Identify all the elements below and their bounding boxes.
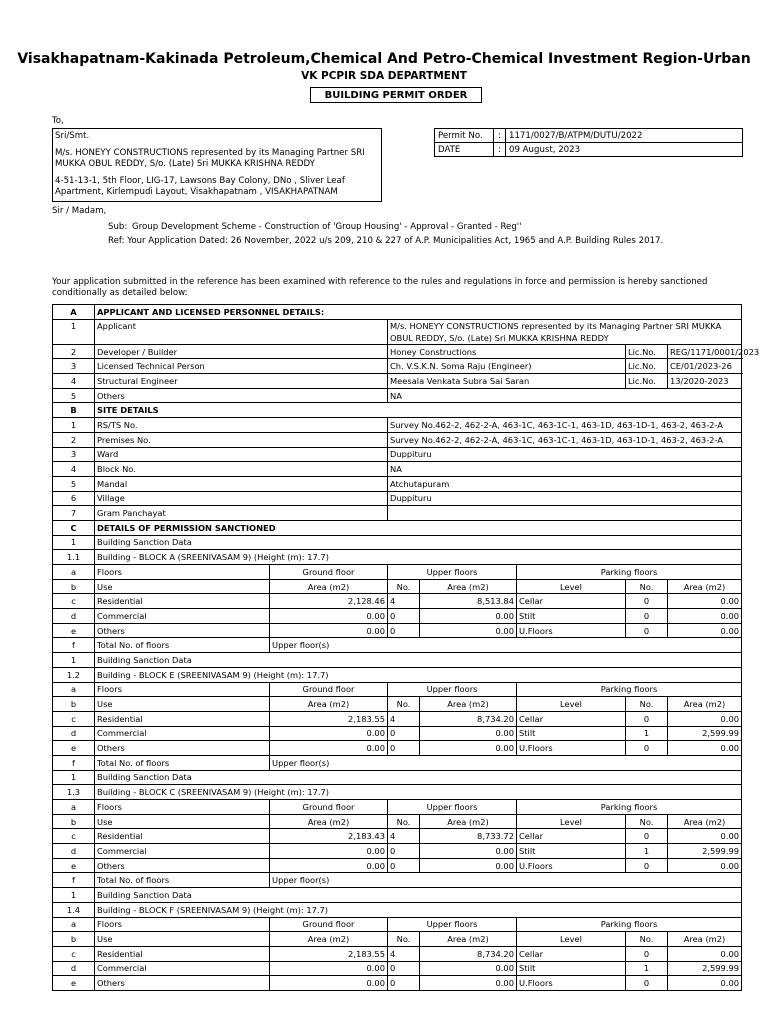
field-label: Use — [95, 932, 270, 947]
column-header: Parking floors — [517, 565, 742, 580]
ground-area: 2,183.55 — [270, 946, 388, 961]
field-label: RS/TS No. — [95, 418, 388, 433]
row-letter: a — [53, 682, 95, 697]
row-number: 4 — [53, 374, 95, 389]
upper-area: 0.00 — [420, 858, 517, 873]
field-label: Block No. — [95, 462, 388, 477]
use-label: Residential — [95, 829, 270, 844]
table-row — [53, 491, 742, 506]
section-letter: B — [53, 403, 95, 418]
column-header: No. — [626, 814, 668, 829]
upper-floor-count: 0 — [388, 844, 420, 859]
field-label: Structural Engineer — [95, 374, 388, 389]
column-header: No. — [626, 697, 668, 712]
upper-floor-count: 4 — [388, 946, 420, 961]
intro-paragraph: Your application submitted in the reference has been examined with reference to the rules and regulations in force and permission is hereby sanctioned conditionally as detailed below: — [52, 277, 708, 298]
ground-area: 0.00 — [270, 741, 388, 756]
field-label: Premises No. — [95, 432, 388, 447]
field-label: Use — [95, 579, 270, 594]
field-value: Honey Constructions — [388, 344, 626, 359]
column-header: Level — [517, 579, 626, 594]
column-header: Area (m2) — [420, 697, 517, 712]
table-row — [53, 932, 742, 947]
upper-floor-count: 4 — [388, 594, 420, 609]
block-title-row — [53, 550, 742, 565]
ground-area: 0.00 — [270, 844, 388, 859]
section-letter: C — [53, 520, 95, 535]
license-label: Lic.No. — [626, 344, 668, 359]
row-number: 2 — [53, 432, 95, 447]
ground-area: 2,128.46 — [270, 594, 388, 609]
use-label: Residential — [95, 946, 270, 961]
ground-area: 0.00 — [270, 623, 388, 638]
use-label: Residential — [95, 594, 270, 609]
column-header: Area (m2) — [668, 814, 742, 829]
parking-level: Cellar — [517, 711, 626, 726]
row-letter: c — [53, 829, 95, 844]
upper-floor-count: 0 — [388, 741, 420, 756]
field-value: Duppituru — [388, 447, 742, 462]
field-label: Ward — [95, 447, 388, 462]
parking-level: U.Floors — [517, 858, 626, 873]
parking-area: 0.00 — [668, 829, 742, 844]
row-number: 1 — [53, 418, 95, 433]
parking-level: Stilt — [517, 609, 626, 624]
block-title: Building - BLOCK C (SREENIVASAM 9) (Height (m): 17.7) — [95, 785, 742, 800]
row-letter: b — [53, 814, 95, 829]
table-row — [53, 873, 742, 888]
ground-area: 0.00 — [270, 726, 388, 741]
field-label: Use — [95, 697, 270, 712]
parking-count: 1 — [626, 844, 668, 859]
parking-count: 1 — [626, 961, 668, 976]
table-row — [53, 535, 742, 550]
table-row — [53, 829, 742, 844]
row-letter: b — [53, 932, 95, 947]
row-number: 3 — [53, 447, 95, 462]
field-value: M/s. HONEYY CONSTRUCTIONS represented by its Managing Partner SRI MUKKA OBUL REDDY, S/o. (Late) Sri MUKKA KRISHNA REDDY — [388, 319, 742, 344]
upper-area: 8,733.72 — [420, 829, 517, 844]
block-title: Building - BLOCK A (SREENIVASAM 9) (Height (m): 17.7) — [95, 550, 742, 565]
sanction-label: Building Sanction Data — [95, 535, 742, 550]
field-value: Ch. V.S.K.N. Soma Raju (Engineer) — [388, 359, 626, 374]
use-label: Commercial — [95, 844, 270, 859]
field-value: Survey No.462-2, 462-2-A, 463-1C, 463-1C-1, 463-1D, 463-1D-1, 463-2, 463-2-A — [388, 418, 742, 433]
parking-level: Stilt — [517, 844, 626, 859]
upper-area: 0.00 — [420, 961, 517, 976]
table-row — [53, 344, 742, 359]
license-value: REG/1171/0001/2023 — [668, 344, 742, 359]
table-row — [53, 946, 742, 961]
department-name: VK PCPIR SDA DEPARTMENT — [301, 70, 467, 82]
column-header: Area (m2) — [668, 697, 742, 712]
column-header: Area (m2) — [270, 814, 388, 829]
upper-area: 0.00 — [420, 844, 517, 859]
section-title: DETAILS OF PERMISSION SANCTIONED — [95, 520, 742, 535]
row-letter: a — [53, 565, 95, 580]
column-header: Upper floors — [388, 565, 517, 580]
column-header: Ground floor — [270, 565, 388, 580]
row-number: 1 — [53, 653, 95, 668]
block-number: 1.1 — [53, 550, 95, 565]
row-number: 2 — [53, 344, 95, 359]
row-letter: a — [53, 917, 95, 932]
upper-area: 0.00 — [420, 623, 517, 638]
block-number: 1.3 — [53, 785, 95, 800]
field-label: Use — [95, 814, 270, 829]
table-row — [53, 623, 742, 638]
table-row — [53, 888, 742, 903]
block-title: Building - BLOCK E (SREENIVASAM 9) (Height (m): 17.7) — [95, 667, 742, 682]
ground-area: 0.00 — [270, 961, 388, 976]
ground-area: 0.00 — [270, 976, 388, 991]
parking-level: U.Floors — [517, 741, 626, 756]
column-header: Area (m2) — [668, 932, 742, 947]
parking-level: Cellar — [517, 594, 626, 609]
column-header: No. — [626, 579, 668, 594]
use-label: Others — [95, 623, 270, 638]
row-letter: f — [53, 873, 95, 888]
column-header: Ground floor — [270, 917, 388, 932]
section-title: APPLICANT AND LICENSED PERSONNEL DETAILS: — [95, 305, 742, 320]
table-row — [53, 462, 742, 477]
upper-area: 8,734.20 — [420, 946, 517, 961]
row-letter: d — [53, 726, 95, 741]
block-number: 1.4 — [53, 902, 95, 917]
table-row — [53, 388, 742, 403]
row-number: 5 — [53, 388, 95, 403]
upper-area: 8,734.20 — [420, 711, 517, 726]
table-row — [53, 319, 742, 344]
upper-floor-count: 4 — [388, 711, 420, 726]
license-label: Lic.No. — [626, 359, 668, 374]
sanction-label: Building Sanction Data — [95, 888, 742, 903]
field-label: Gram Panchayat — [95, 506, 388, 521]
block-title-row — [53, 785, 742, 800]
parking-area: 0.00 — [668, 976, 742, 991]
field-label: Floors — [95, 565, 270, 580]
use-label: Others — [95, 858, 270, 873]
parking-level: U.Floors — [517, 623, 626, 638]
section-header-row — [53, 403, 742, 418]
parking-count: 1 — [626, 726, 668, 741]
column-header: No. — [388, 814, 420, 829]
parking-count: 0 — [626, 594, 668, 609]
column-header: No. — [626, 932, 668, 947]
use-label: Residential — [95, 711, 270, 726]
table-row — [53, 682, 742, 697]
table-row — [53, 506, 742, 521]
field-label: Floors — [95, 800, 270, 815]
column-header: Level — [517, 932, 626, 947]
row-number: 1 — [53, 888, 95, 903]
parking-count: 0 — [626, 976, 668, 991]
parking-level: U.Floors — [517, 976, 626, 991]
section-letter: A — [53, 305, 95, 320]
table-row — [53, 476, 742, 491]
table-row — [53, 374, 742, 389]
row-number: 1 — [53, 535, 95, 550]
section-title: SITE DETAILS — [95, 403, 742, 418]
row-letter: c — [53, 711, 95, 726]
block-number: 1.2 — [53, 667, 95, 682]
row-letter: f — [53, 755, 95, 770]
column-header: Upper floors — [388, 682, 517, 697]
upper-area: 0.00 — [420, 976, 517, 991]
use-label: Others — [95, 741, 270, 756]
permit-no-colon: : — [494, 129, 506, 143]
column-header: Upper floors — [388, 917, 517, 932]
permit-details-table — [52, 304, 760, 991]
addressee-salutation: Sri/Smt. — [55, 131, 90, 141]
subject-text: Group Development Scheme - Construction of 'Group Housing' - Approval - Granted - Reg'' — [132, 222, 522, 232]
row-letter: d — [53, 609, 95, 624]
field-label: Licensed Technical Person — [95, 359, 388, 374]
license-label: Lic.No. — [626, 374, 668, 389]
field-label: Total No. of floors — [95, 755, 270, 770]
sanction-label: Building Sanction Data — [95, 653, 742, 668]
addressee-box — [52, 128, 382, 202]
field-value: Survey No.462-2, 462-2-A, 463-1C, 463-1C-1, 463-1D, 463-1D-1, 463-2, 463-2-A — [388, 432, 742, 447]
row-letter: c — [53, 946, 95, 961]
parking-area: 0.00 — [668, 623, 742, 638]
parking-area: 0.00 — [668, 946, 742, 961]
parking-count: 0 — [626, 609, 668, 624]
upper-floor-count: 0 — [388, 609, 420, 624]
field-label: Total No. of floors — [95, 638, 270, 653]
block-title-row — [53, 902, 742, 917]
table-row — [53, 594, 742, 609]
field-label: Applicant — [95, 319, 388, 344]
total-floors-value: Upper floor(s) — [270, 638, 742, 653]
parking-count: 0 — [626, 623, 668, 638]
column-header: Parking floors — [517, 682, 742, 697]
row-letter: b — [53, 579, 95, 594]
field-label: Total No. of floors — [95, 873, 270, 888]
upper-floor-count: 0 — [388, 623, 420, 638]
sanction-label: Building Sanction Data — [95, 770, 742, 785]
table-row — [53, 961, 742, 976]
block-title-row — [53, 667, 742, 682]
license-value: CE/01/2023-26 — [668, 359, 742, 374]
permit-date-value: 09 August, 2023 — [506, 143, 743, 157]
table-row — [53, 697, 742, 712]
table-row — [53, 359, 742, 374]
total-floors-value: Upper floor(s) — [270, 873, 742, 888]
ground-area: 2,183.55 — [270, 711, 388, 726]
parking-count: 0 — [626, 858, 668, 873]
parking-area: 2,599.99 — [668, 726, 742, 741]
block-title: Building - BLOCK F (SREENIVASAM 9) (Height (m): 17.7) — [95, 902, 742, 917]
table-row — [53, 653, 742, 668]
row-number: 3 — [53, 359, 95, 374]
parking-level: Cellar — [517, 829, 626, 844]
parking-count: 0 — [626, 711, 668, 726]
ground-area: 2,183.43 — [270, 829, 388, 844]
table-row — [53, 447, 742, 462]
upper-area: 8,513.84 — [420, 594, 517, 609]
row-letter: e — [53, 623, 95, 638]
column-header: No. — [388, 697, 420, 712]
row-number: 6 — [53, 491, 95, 506]
upper-floor-count: 0 — [388, 858, 420, 873]
table-row — [53, 800, 742, 815]
table-row — [53, 755, 742, 770]
field-label: Floors — [95, 917, 270, 932]
field-label: Floors — [95, 682, 270, 697]
column-header: Level — [517, 697, 626, 712]
table-row — [53, 770, 742, 785]
parking-area: 0.00 — [668, 741, 742, 756]
field-label: Developer / Builder — [95, 344, 388, 359]
ground-area: 0.00 — [270, 858, 388, 873]
addressee-name: M/s. HONEYY CONSTRUCTIONS represented by its Managing Partner SRI MUKKA OBUL REDDY, S/o. (Late) Sri MUKKA KRISHNA REDDY — [55, 148, 365, 169]
row-letter: e — [53, 858, 95, 873]
column-header: Area (m2) — [420, 932, 517, 947]
upper-floor-count: 4 — [388, 829, 420, 844]
parking-area: 0.00 — [668, 609, 742, 624]
permit-date-label: DATE — [435, 143, 494, 157]
section-header-row — [53, 305, 742, 320]
license-value: 13/2020-2023 — [668, 374, 742, 389]
use-label: Commercial — [95, 726, 270, 741]
ground-area: 0.00 — [270, 609, 388, 624]
upper-area: 0.00 — [420, 726, 517, 741]
upper-area: 0.00 — [420, 741, 517, 756]
parking-count: 0 — [626, 829, 668, 844]
parking-level: Cellar — [517, 946, 626, 961]
row-letter: c — [53, 594, 95, 609]
parking-area: 2,599.99 — [668, 961, 742, 976]
field-label: Mandal — [95, 476, 388, 491]
parking-area: 0.00 — [668, 594, 742, 609]
parking-level: Stilt — [517, 726, 626, 741]
parking-count: 0 — [626, 741, 668, 756]
parking-count: 0 — [626, 946, 668, 961]
column-header: Area (m2) — [420, 579, 517, 594]
column-header: Area (m2) — [420, 814, 517, 829]
table-row — [53, 418, 742, 433]
parking-area: 0.00 — [668, 858, 742, 873]
row-letter: e — [53, 976, 95, 991]
parking-area: 0.00 — [668, 711, 742, 726]
order-title: BUILDING PERMIT ORDER — [310, 87, 482, 103]
table-row — [53, 432, 742, 447]
section-header-row — [53, 520, 742, 535]
table-row — [53, 741, 742, 756]
table-row — [53, 726, 742, 741]
upper-floor-count: 0 — [388, 976, 420, 991]
use-label: Commercial — [95, 961, 270, 976]
column-header: Area (m2) — [270, 932, 388, 947]
table-row — [53, 609, 742, 624]
row-number: 7 — [53, 506, 95, 521]
field-label: Village — [95, 491, 388, 506]
table-row — [53, 917, 742, 932]
row-number: 1 — [53, 770, 95, 785]
use-label: Commercial — [95, 609, 270, 624]
parking-level: Stilt — [517, 961, 626, 976]
field-value: Duppituru — [388, 491, 742, 506]
upper-floor-count: 0 — [388, 726, 420, 741]
row-letter: b — [53, 697, 95, 712]
column-header: Area (m2) — [270, 579, 388, 594]
field-value: Meesala Venkata Subra Sai Saran — [388, 374, 626, 389]
column-header: Upper floors — [388, 800, 517, 815]
table-row — [53, 565, 742, 580]
permit-date-colon: : — [494, 143, 506, 157]
table-row — [53, 814, 742, 829]
upper-floor-count: 0 — [388, 961, 420, 976]
addressee-address: 4-51-13-1, 5th Floor, LIG-17, Lawsons Bay Colony, DNo , Sliver Leaf Apartment, Kirlempudi Layout, Visakhapatnam , VISAKHAPATNAM — [55, 176, 345, 197]
column-header: Level — [517, 814, 626, 829]
column-header: Ground floor — [270, 682, 388, 697]
upper-area: 0.00 — [420, 609, 517, 624]
column-header: Parking floors — [517, 800, 742, 815]
document-title: Visakhapatnam-Kakinada Petroleum,Chemical And Petro-Chemical Investment Region-Urban — [17, 51, 751, 67]
table-row — [53, 858, 742, 873]
table-row — [53, 711, 742, 726]
field-value: NA — [388, 462, 742, 477]
total-floors-value: Upper floor(s) — [270, 755, 742, 770]
row-letter: a — [53, 800, 95, 815]
column-header: No. — [388, 932, 420, 947]
row-letter: e — [53, 741, 95, 756]
permit-table — [434, 128, 743, 157]
row-letter: f — [53, 638, 95, 653]
permit-no-label: Permit No. — [435, 129, 494, 143]
use-label: Others — [95, 976, 270, 991]
field-value: Atchutapuram — [388, 476, 742, 491]
table-row — [53, 844, 742, 859]
table-row — [53, 976, 742, 991]
column-header: Parking floors — [517, 917, 742, 932]
table-row — [53, 579, 742, 594]
parking-area: 2,599.99 — [668, 844, 742, 859]
column-header: Area (m2) — [668, 579, 742, 594]
reference-text: Ref: Your Application Dated: 26 November, 2022 u/s 209, 210 & 227 of A.P. Municipalities Act, 1965 and A.P. Building Rules 2017. — [108, 236, 664, 246]
row-letter: d — [53, 961, 95, 976]
table-row — [53, 638, 742, 653]
column-header: Ground floor — [270, 800, 388, 815]
row-number: 5 — [53, 476, 95, 491]
row-number: 4 — [53, 462, 95, 477]
field-value: NA — [388, 388, 742, 403]
permit-no-value: 1171/0027/B/ATPM/DUTU/2022 — [506, 129, 743, 143]
greeting: Sir / Madam, — [52, 206, 107, 216]
row-letter: d — [53, 844, 95, 859]
subject-label: Sub: — [108, 222, 128, 232]
to-label: To, — [52, 116, 64, 126]
column-header: No. — [388, 579, 420, 594]
field-value — [388, 506, 742, 521]
row-number: 1 — [53, 319, 95, 344]
column-header: Area (m2) — [270, 697, 388, 712]
field-label: Others — [95, 388, 388, 403]
